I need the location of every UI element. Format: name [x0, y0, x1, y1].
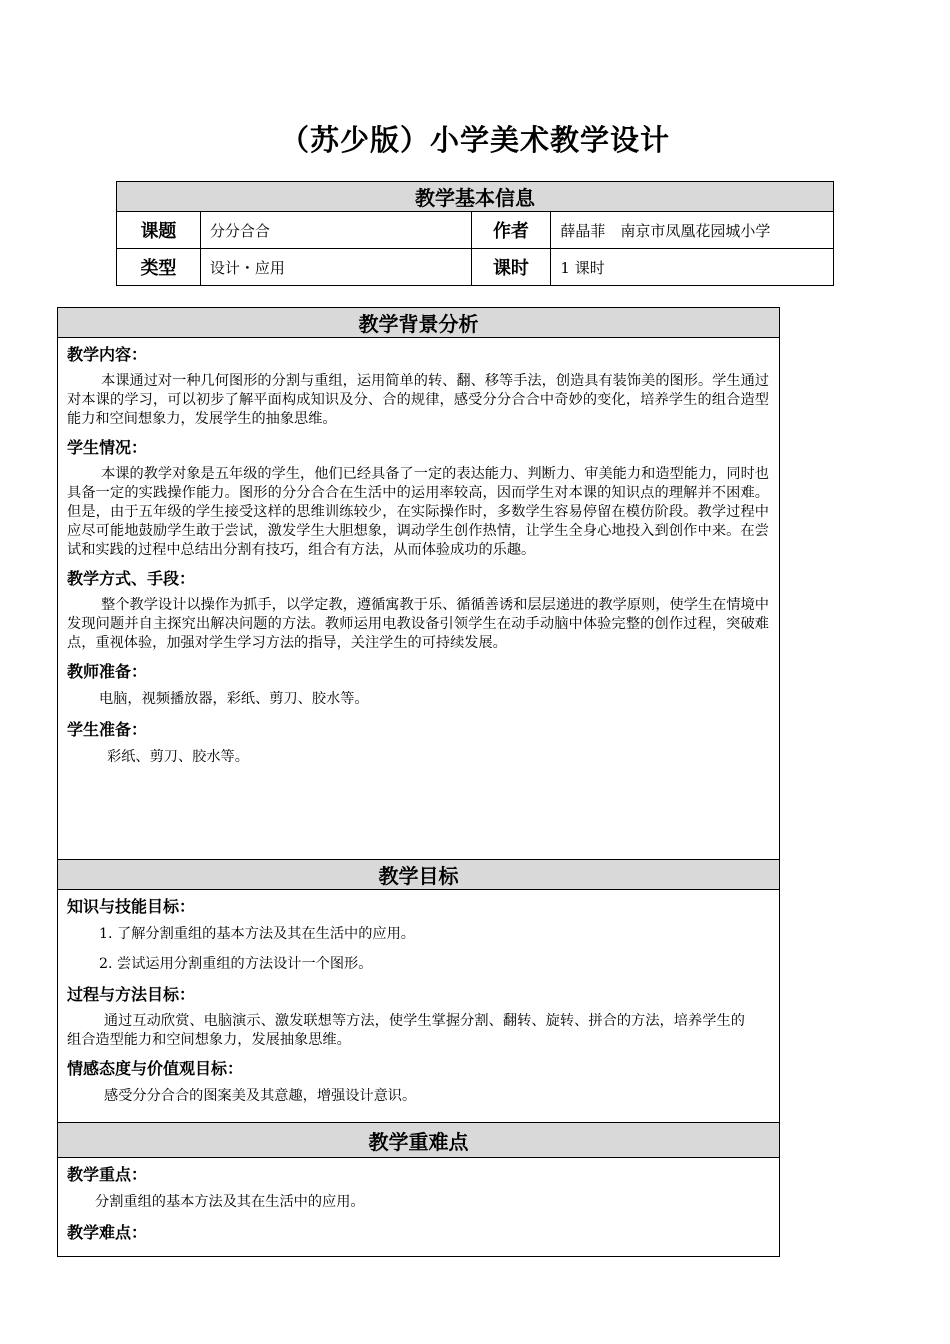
lesson-plan-table: [57, 307, 780, 1257]
hours-value: 1 课时: [551, 249, 834, 286]
keypoints-header: 教学重难点: [58, 1123, 780, 1158]
basic-info-table: [116, 181, 834, 286]
student-prep-title: 学生准备：: [67, 720, 148, 739]
knowledge-item: 2. 尝试运用分割重组的方法设计一个图形。: [99, 956, 373, 972]
key-title: 教学重点：: [67, 1165, 148, 1184]
basic-info-header: 教学基本信息: [117, 182, 834, 212]
process-title: 过程与方法目标：: [67, 985, 196, 1004]
background-section: [58, 338, 780, 860]
emotion-title: 情感态度与价值观目标：: [67, 1059, 244, 1078]
goals-header: 教学目标: [58, 860, 780, 890]
students-title: 学生情况：: [67, 438, 148, 457]
knowledge-item: 1. 了解分割重组的基本方法及其在生活中的应用。: [99, 926, 415, 942]
type-label: 类型: [117, 249, 201, 286]
topic-label: 课题: [117, 212, 201, 249]
difficult-title: 教学难点：: [67, 1223, 148, 1242]
author-label: 作者: [471, 212, 551, 249]
content-text: 本课通过对一种几何图形的分割与重组，运用简单的转、翻、移等手法，创造具有装饰美的图形。学生通过对本课的学习，可以初步了解平面构成知识及分、合的规律，感受分分合合中奇妙的变化，培养学生的组合造型能力和空间想象力，发展学生的抽象思维。: [67, 373, 769, 427]
methods-text: 整个教学设计以操作为抓手，以学定教，遵循寓教于乐、循循善诱和层层递进的教学原则，使学生在情境中发现问题并自主探究出解决问题的方法。教师运用电教设备引领学生在动手动脑中体验完整的创作过程，突破难点，重视体验，加强对学生学习方法的指导，关注学生的可持续发展。: [67, 597, 769, 651]
methods-title: 教学方式、手段：: [67, 569, 196, 588]
students-text: 本课的教学对象是五年级的学生，他们已经具备了一定的表达能力、判断力、审美能力和造型能力，同时也具备一定的实践操作能力。图形的分分合合在生活中的运用率较高，因而学生对本课的知识点的理解并不困难。但是，由于五年级的学生接受这样的思维训练较少，在实际操作时，多数学生容易停留在模仿阶段。教学过程中应尽可能地鼓励学生敢于尝试，激发学生大胆想象，调动学生创作热情，让学生全身心地投入到创作中来。在尝试和实践的过程中总结出分割有技巧，组合有方法，从而体验成功的乐趣。: [67, 466, 769, 558]
type-value: 设计・应用: [200, 249, 471, 286]
background-header: 教学背景分析: [58, 308, 780, 338]
author-value: 薛晶菲 南京市凤凰花园城小学: [551, 212, 834, 249]
emotion-text: 感受分分合合的图案美及其意趣，增强设计意识。: [104, 1088, 417, 1104]
keypoints-section: [58, 1158, 780, 1257]
process-text: 通过互动欣赏、电脑演示、激发联想等方法，使学生掌握分割、翻转、旋转、拼合的方法，培养学生的组合造型能力和空间想象力，发展抽象思维。: [67, 1013, 745, 1048]
topic-value: 分分合合: [200, 212, 471, 249]
content-title: 教学内容：: [67, 345, 148, 364]
teacher-prep-title: 教师准备：: [67, 662, 148, 681]
knowledge-title: 知识与技能目标：: [67, 897, 196, 916]
goals-section: [58, 890, 780, 1123]
teacher-prep-text: 电脑，视频播放器，彩纸、剪刀、胶水等。: [99, 691, 369, 707]
page-title: （苏少版）小学美术教学设计: [279, 123, 670, 157]
hours-label: 课时: [471, 249, 551, 286]
key-text: 分割重组的基本方法及其在生活中的应用。: [95, 1194, 365, 1210]
student-prep-text: 彩纸、剪刀、胶水等。: [107, 749, 249, 765]
